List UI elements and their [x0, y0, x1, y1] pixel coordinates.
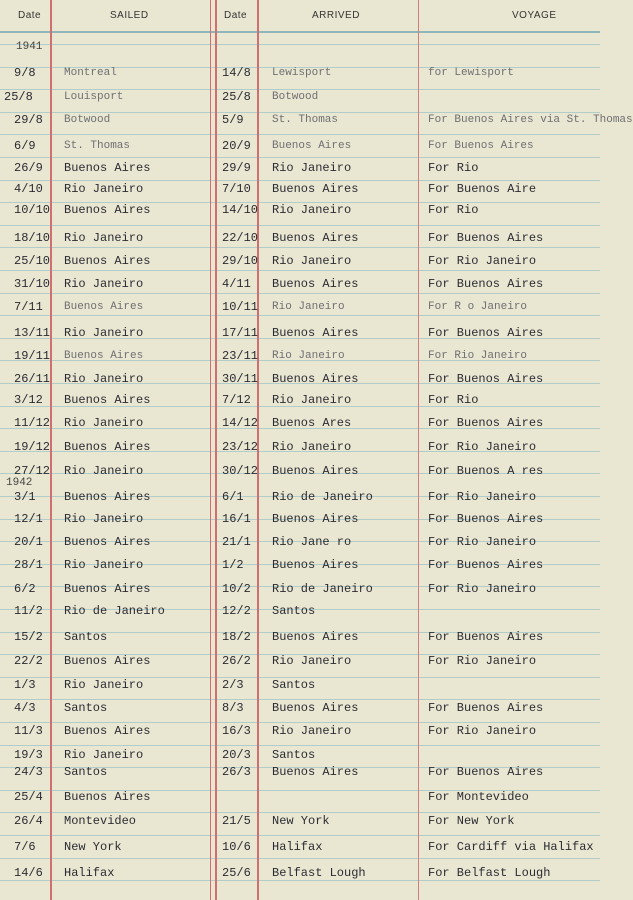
voyage-note: For Rio Janeiro: [428, 440, 537, 454]
sailed-date: 7/6: [14, 840, 36, 854]
arrived-port: Rio de Janeiro: [272, 490, 373, 504]
sailed-port: Montevideo: [64, 814, 137, 828]
arrived-port: Santos: [272, 748, 316, 762]
sailed-date: 11/3: [14, 724, 43, 738]
voyage-note: For Rio Janeiro: [428, 535, 537, 549]
sailed-date: 26/4: [14, 814, 43, 828]
sailed-port: Buenos Aires: [64, 654, 151, 668]
voyage-note: For Buenos Aires: [428, 558, 544, 572]
sailed-port: Louisport: [64, 91, 124, 103]
sailed-port: Santos: [64, 701, 108, 715]
sailed-port: Buenos Aires: [64, 203, 151, 217]
voyage-note: For Buenos Aires: [428, 416, 544, 430]
sailed-port: Buenos Aires: [64, 301, 144, 313]
voyage-note: for Lewisport: [428, 67, 514, 79]
arrived-port: St. Thomas: [272, 114, 339, 126]
arrived-date: 18/2: [222, 630, 251, 644]
sailed-port: Rio Janeiro: [64, 512, 144, 526]
voyage-note: For Rio: [428, 203, 479, 217]
arrived-date: 25/6: [222, 866, 251, 880]
voyage-note: For Rio: [428, 393, 479, 407]
voyage-note: For Cardiff via Halifax: [428, 840, 594, 854]
arrived-port: Buenos Ares: [272, 416, 352, 430]
sailed-date: 9/8: [14, 66, 36, 80]
arrived-date: 14/10: [222, 203, 259, 217]
arrived-port: Santos: [272, 678, 316, 692]
column-rule-sailed: [210, 0, 211, 900]
sailed-date: 1/3: [14, 678, 36, 692]
sailed-port: Buenos Aires: [64, 490, 151, 504]
sailed-date: 4/10: [14, 182, 43, 196]
arrived-port: Rio de Janeiro: [272, 582, 373, 596]
arrived-port: New York: [272, 814, 330, 828]
sailed-port: Rio de Janeiro: [64, 604, 165, 618]
arrived-port: Rio Janeiro: [272, 203, 352, 217]
arrived-date: 17/11: [222, 326, 259, 340]
arrived-port: Rio Janeiro: [272, 301, 345, 313]
sailed-port: Rio Janeiro: [64, 464, 144, 478]
voyage-note: For R o Janeiro: [428, 301, 528, 313]
arrived-port: Buenos Aires: [272, 701, 359, 715]
sailed-date: 20/1: [14, 535, 43, 549]
voyage-note: For Buenos Aires: [428, 140, 534, 152]
arrived-port: Santos: [272, 604, 316, 618]
sailed-date: 3/12: [14, 393, 43, 407]
voyage-note: For Buenos Aires: [428, 630, 544, 644]
arrived-date: 1/2: [222, 558, 244, 572]
arrived-port: Lewisport: [272, 67, 332, 79]
arrived-port: Buenos Aires: [272, 182, 359, 196]
sailed-port: Buenos Aires: [64, 790, 151, 804]
sailed-date: 4/3: [14, 701, 36, 715]
sailed-port: Rio Janeiro: [64, 277, 144, 291]
sailed-date: 6/9: [14, 139, 36, 153]
arrived-date: 25/8: [222, 90, 251, 104]
voyage-note: For Rio Janeiro: [428, 350, 528, 362]
arrived-port: Rio Janeiro: [272, 393, 352, 407]
sailed-port: Rio Janeiro: [64, 678, 144, 692]
arrived-date: 16/3: [222, 724, 251, 738]
voyage-note: For Rio Janeiro: [428, 654, 537, 668]
arrived-date: 22/10: [222, 231, 259, 245]
arrived-port: Halifax: [272, 840, 323, 854]
sailed-port: Halifax: [64, 866, 115, 880]
sailed-date: 19/3: [14, 748, 43, 762]
arrived-port: Buenos Aires: [272, 326, 359, 340]
arrived-date: 12/2: [222, 604, 251, 618]
arrived-date: 7/10: [222, 182, 251, 196]
sailed-port: Rio Janeiro: [64, 231, 144, 245]
arrived-port: Buenos Aires: [272, 231, 359, 245]
sailed-date: 22/2: [14, 654, 43, 668]
sailed-date: 14/6: [14, 866, 43, 880]
arrived-date: 23/11: [222, 349, 259, 363]
arrived-date: 26/3: [222, 765, 251, 779]
sailed-port: Buenos Aires: [64, 582, 151, 596]
arrived-date: 10/2: [222, 582, 251, 596]
arrived-port: Rio Janeiro: [272, 654, 352, 668]
column-rule-arrived: [418, 0, 419, 900]
arrived-date: 14/12: [222, 416, 259, 430]
sailed-date: 10/10: [14, 203, 51, 217]
year-1941: 1941: [16, 41, 43, 53]
voyage-note: For Belfast Lough: [428, 866, 551, 880]
header-rule: [0, 31, 600, 33]
year-1942: 1942: [6, 477, 33, 489]
sailed-date: 25/8: [4, 90, 33, 104]
sailed-date: 7/11: [14, 300, 43, 314]
voyage-note: For Buenos Aires: [428, 765, 544, 779]
sailed-date: 31/10: [14, 277, 51, 291]
arrived-date: 21/5: [222, 814, 251, 828]
arrived-date: 14/8: [222, 66, 251, 80]
arrived-port: Buenos Aires: [272, 512, 359, 526]
arrived-date: 29/9: [222, 161, 251, 175]
voyage-note: For Buenos Aires: [428, 701, 544, 715]
arrived-date: 29/10: [222, 254, 259, 268]
arrived-port: Buenos Aires: [272, 372, 359, 386]
sailed-date: 18/10: [14, 231, 51, 245]
sailed-date: 25/4: [14, 790, 43, 804]
voyage-note: For Buenos Aire: [428, 182, 537, 196]
sailed-port: Buenos Aires: [64, 724, 151, 738]
voyage-note: For Buenos Aires: [428, 372, 544, 386]
voyage-note: For Buenos A res: [428, 464, 544, 478]
sailed-port: Botwood: [64, 114, 111, 126]
sailed-date: 28/1: [14, 558, 43, 572]
column-rule-sailed-double: [215, 0, 217, 900]
sailed-port: Buenos Aires: [64, 535, 151, 549]
sailed-port: New York: [64, 840, 122, 854]
arrived-port: Buenos Aires: [272, 277, 359, 291]
voyage-note: For Rio Janeiro: [428, 254, 537, 268]
sailed-date: 6/2: [14, 582, 36, 596]
voyage-note: For Rio Janeiro: [428, 582, 537, 596]
arrived-date: 2/3: [222, 678, 244, 692]
sailed-port: Montreal: [64, 67, 117, 79]
arrived-port: Buenos Aires: [272, 140, 352, 152]
voyage-note: For Rio: [428, 161, 479, 175]
arrived-date: 7/12: [222, 393, 251, 407]
sailed-date: 15/2: [14, 630, 43, 644]
voyage-note: For Buenos Aires: [428, 512, 544, 526]
sailed-port: Santos: [64, 630, 108, 644]
arrived-date: 23/12: [222, 440, 259, 454]
arrived-port: Rio Janeiro: [272, 440, 352, 454]
arrived-port: Rio Janeiro: [272, 724, 352, 738]
arrived-date: 4/11: [222, 277, 251, 291]
arrived-date: 10/11: [222, 300, 259, 314]
sailed-date: 3/1: [14, 490, 36, 504]
sailed-date: 25/10: [14, 254, 51, 268]
header-arrived: ARRIVED: [312, 10, 360, 21]
sailed-port: Buenos Aires: [64, 161, 151, 175]
sailed-date: 19/12: [14, 440, 51, 454]
sailed-port: Buenos Aires: [64, 350, 144, 362]
arrived-date: 20/3: [222, 748, 251, 762]
sailed-date: 26/11: [14, 372, 51, 386]
arrived-port: Rio Janeiro: [272, 161, 352, 175]
arrived-date: 6/1: [222, 490, 244, 504]
sailed-port: Rio Janeiro: [64, 748, 144, 762]
header-date-sailed: Date: [18, 10, 42, 21]
arrived-port: Buenos Aires: [272, 464, 359, 478]
sailed-port: St. Thomas: [64, 140, 131, 152]
arrived-date: 16/1: [222, 512, 251, 526]
arrived-port: Buenos Aires: [272, 630, 359, 644]
sailed-port: Rio Janeiro: [64, 416, 144, 430]
sailed-port: Santos: [64, 765, 108, 779]
sailed-port: Buenos Aires: [64, 254, 151, 268]
voyage-note: For Montevideo: [428, 790, 529, 804]
sailed-port: Buenos Aires: [64, 393, 151, 407]
arrived-date: 8/3: [222, 701, 244, 715]
sailed-port: Rio Janeiro: [64, 182, 144, 196]
sailed-date: 11/12: [14, 416, 51, 430]
arrived-date: 10/6: [222, 840, 251, 854]
arrived-date: 30/12: [222, 464, 259, 478]
voyage-note: For Buenos Aires via St. Thomas: [428, 114, 633, 126]
column-rule-date1: [50, 0, 52, 900]
arrived-date: 20/9: [222, 139, 251, 153]
voyage-note: For New York: [428, 814, 515, 828]
arrived-date: 21/1: [222, 535, 251, 549]
arrived-port: Buenos Aires: [272, 558, 359, 572]
header-date-arrived: Date: [224, 10, 248, 21]
arrived-port: Rio Jane ro: [272, 535, 352, 549]
arrived-port: Botwood: [272, 91, 319, 103]
sailed-port: Rio Janeiro: [64, 372, 144, 386]
voyage-note: For Buenos Aires: [428, 231, 544, 245]
voyage-note: For Rio Janeiro: [428, 724, 537, 738]
arrived-date: 26/2: [222, 654, 251, 668]
arrived-date: 5/9: [222, 113, 244, 127]
voyage-note: For Rio Janeiro: [428, 490, 537, 504]
sailed-date: 29/8: [14, 113, 43, 127]
arrived-port: Rio Janeiro: [272, 254, 352, 268]
sailed-date: 19/11: [14, 349, 51, 363]
sailed-date: 13/11: [14, 326, 51, 340]
sailed-port: Buenos Aires: [64, 440, 151, 454]
sailed-date: 27/12: [14, 464, 51, 478]
sailed-date: 26/9: [14, 161, 43, 175]
arrived-port: Belfast Lough: [272, 866, 366, 880]
sailed-date: 12/1: [14, 512, 43, 526]
voyage-note: For Buenos Aires: [428, 326, 544, 340]
header-sailed: SAILED: [110, 10, 149, 21]
sailed-port: Rio Janeiro: [64, 558, 144, 572]
voyage-note: For Buenos Aires: [428, 277, 544, 291]
arrived-date: 30/11: [222, 372, 259, 386]
sailed-date: 24/3: [14, 765, 43, 779]
header-voyage: VOYAGE: [512, 10, 557, 21]
arrived-port: Rio Janeiro: [272, 350, 345, 362]
sailed-port: Rio Janeiro: [64, 326, 144, 340]
sailed-date: 11/2: [14, 604, 43, 618]
arrived-port: Buenos Aires: [272, 765, 359, 779]
